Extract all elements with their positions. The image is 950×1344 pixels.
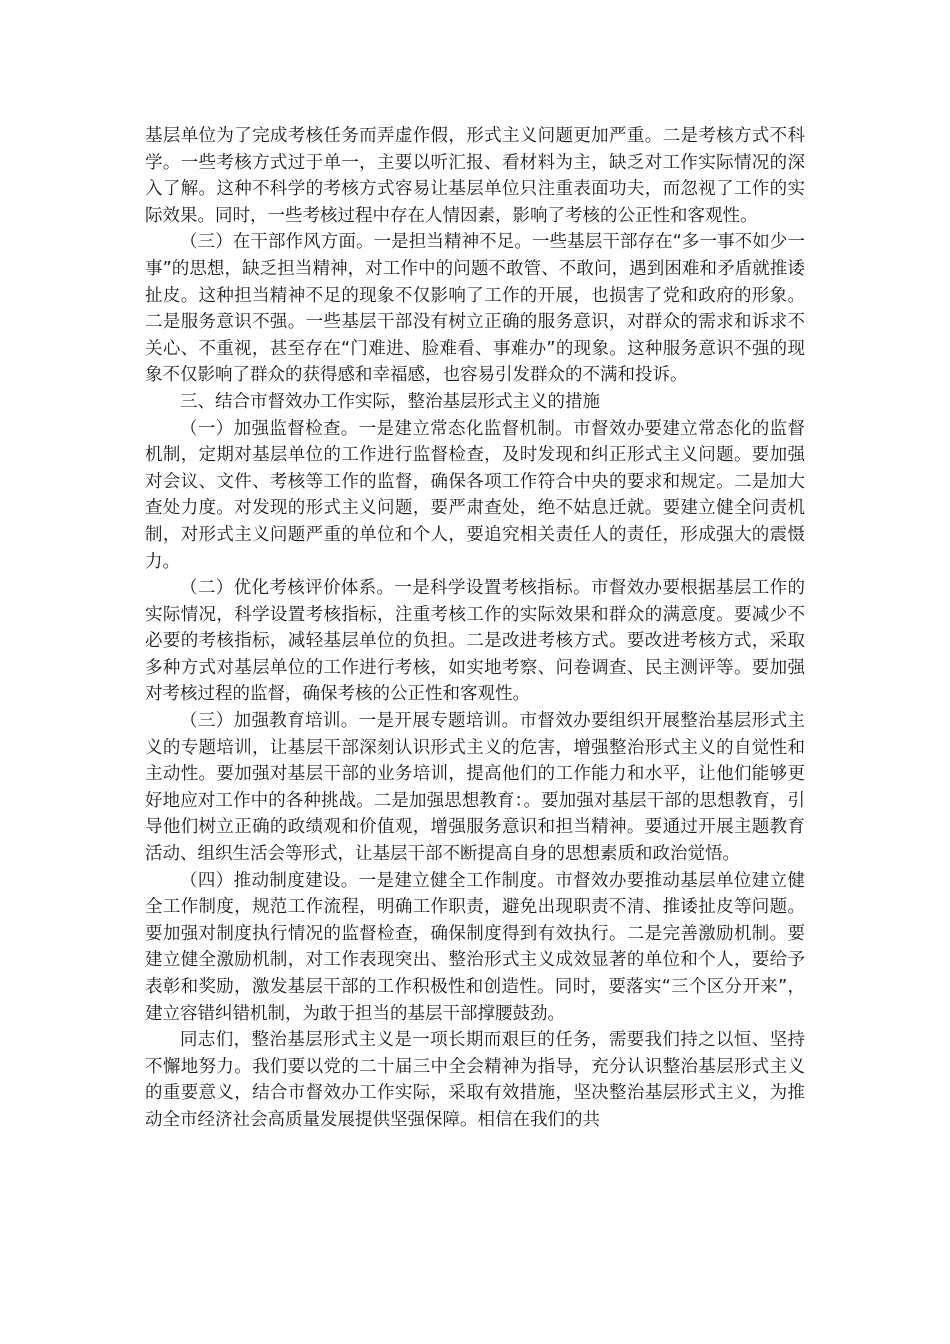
paragraph-cadre-style: （三）在干部作风方面。一是担当精神不足。一些基层干部存在“多一事不如少一事”的思想，缺乏担当精神，对工作中的问题不敢管、不敢问，遇到困难和矛盾就推诿扯皮。这种担当精神不足的现象不仅影响了工作的开展，也损害了党和政府的形象。二是服务意识不强。一些基层干部没有树立正确的服务意识，对群众的需求和诉求不关心、不重视，甚至存在“门难进、脸难看、事难办”的现象。这种服务意识不强的现象不仅影响了群众的获得感和幸福感，也容易引发群众的不满和投诉。 bbox=[145, 232, 805, 386]
paragraph-assessment-continued: 基层单位为了完成考核任务而弄虚作假，形式主义问题更加严重。二是考核方式不科学。一些考核方式过于单一，主要以听汇报、看材料为主，缺乏对工作实际情况的深入了解。这种不科学的考核方式容易让基层单位只注重表面功夫，而忽视了工作的实际效果。同时，一些考核过程中存在人情因素，影响了考核的公正性和客观性。 bbox=[145, 126, 805, 226]
paragraph-conclusion: 同志们，整治基层形式主义是一项长期而艰巨的任务，需要我们持之以恒、坚持不懈地努力。我们要以党的二十届三中全会精神为指导，充分认识整治基层形式主义的重要意义，结合市督效办工作实际，采取有效措施，坚决整治基层形式主义，为推动全市经济社会高质量发展提供坚强保障。相信在我们的共 bbox=[145, 1030, 805, 1130]
paragraph-institution-building: （四）推动制度建设。一是建立健全工作制度。市督效办要推动基层单位建立健全工作制度，规范工作流程，明确工作职责，避免出现职责不清、推诿扯皮等问题。要加强对制度执行情况的监督检查，确保制度得到有效执行。二是完善激励机制。要建立健全激励机制，对工作表现突出、整治形式主义成效显著的单位和个人，要给予表彰和奖励，激发基层干部的工作积极性和创造性。同时，要落实“三个区分开来”，建立容错纠错机制，为敢于担当的基层干部撑腰鼓劲。 bbox=[145, 870, 805, 1024]
document-body bbox=[145, 123, 805, 1134]
paragraph-training: （三）加强教育培训。一是开展专题培训。市督效办要组织开展整治基层形式主义的专题培训，让基层干部深刻认识形式主义的危害，增强整治形式主义的自觉性和主动性。要加强对基层干部的业务培训，提高他们的工作能力和水平，让他们能够更好地应对工作中的各种挑战。二是加强思想教育：。要加强对基层干部的思想教育，引导他们树立正确的政绩观和价值观，增强服务意识和担当精神。要通过开展主题教育活动、组织生活会等形式，让基层干部不断提高自身的思想素质和政治觉悟。 bbox=[145, 711, 805, 865]
paragraph-supervision: （一）加强监督检查。一是建立常态化监督机制。市督效办要建立常态化的监督机制，定期对基层单位的工作进行监督检查，及时发现和纠正形式主义问题。要加强对会议、文件、考核等工作的监督，确保各项工作符合中央的要求和规定。二是加大查处力度。对发现的形式主义问题，要严肃查处，绝不姑息迁就。要建立健全问责机制，对形式主义问题严重的单位和个人，要追究相关责任人的责任，形成强大的震慑力。 bbox=[145, 418, 805, 572]
section-heading-measures: 三、结合市督效办工作实际，整治基层形式主义的措施 bbox=[180, 391, 600, 412]
paragraph-assessment-system: （二）优化考核评价体系。一是科学设置考核指标。市督效办要根据基层工作的实际情况，科学设置考核指标，注重考核工作的实际效果和群众的满意度。要减少不必要的考核指标，减轻基层单位的负担。二是改进考核方式。要改进考核方式，采取多种方式对基层单位的工作进行考核，如实地考察、问卷调查、民主测评等。要加强对考核过程的监督，确保考核的公正性和客观性。 bbox=[145, 578, 805, 705]
